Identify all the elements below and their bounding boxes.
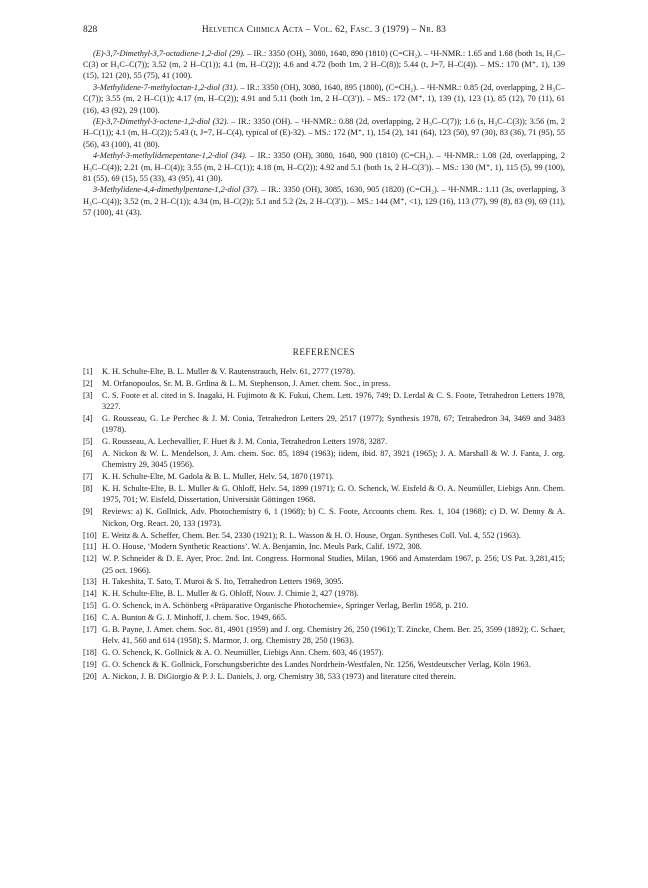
compound-paragraph-29 (83, 48, 565, 82)
reference-item (83, 448, 565, 471)
reference-number: [6] (83, 449, 93, 459)
reference-text: G. Rousseau, G. Le Perchec & J. M. Conia, Tetrahedron Letters 29, 2517 (1977); Synthesis 1978, 67; Tetrahedron 34, 3469 and 3483 (1978). (102, 413, 565, 435)
reference-text: C. A. Bunton & G. J. Minhoff, J. chem. Soc. 1949, 665. (102, 613, 287, 623)
reference-item (83, 378, 565, 389)
reference-item (83, 624, 565, 647)
reference-number: [12] (83, 554, 97, 564)
reference-item (83, 436, 565, 447)
reference-text: G. O. Schenck, K. Gollnick & A. O. Neumüller, Liebigs Ann. Chem. 603, 46 (1957). (102, 648, 384, 658)
experimental-section (83, 48, 565, 218)
reference-text: W. P. Schneider & D. E. Ayer, Proc. 2nd. Int. Congress. Hormonal Studies, Milan, 1966 and Amsterdam 1967, p. 256; US Pat. 3,281,415; (25 oct. 1966). (102, 554, 565, 575)
reference-item (83, 671, 565, 682)
reference-text: G. Rousseau, A. Lechevallier, F. Huet & J. M. Conia, Tetrahedron Letters 1978, 3287. (102, 437, 388, 447)
reference-number: [10] (83, 530, 97, 540)
reference-item (83, 390, 565, 413)
compound-paragraph-32 (83, 116, 565, 150)
reference-number: [2] (83, 378, 93, 388)
reference-text: E. Weitz & A. Scheffer, Chem. Ber. 54, 2330 (1921); R. L. Wasson & H. O. House, Organ. Syntheses Coll. Vol. 4, 552 (1963). (102, 530, 521, 540)
reference-number: [1] (83, 367, 93, 376)
page-header (83, 24, 565, 36)
reference-number: [19] (83, 660, 97, 670)
page-number: 828 (83, 25, 98, 35)
reference-text: C. S. Foote et al. cited in S. Inagaki, H. Fujimoto & K. Fukui, Chem. Lett. 1976, 749; D. Lerdal & C. S. Foote, Tetrahedron Letters 1978, 3227. (102, 390, 565, 412)
reference-number: [18] (83, 648, 97, 658)
reference-number: [16] (83, 613, 97, 623)
compound-data: – IR.: 3350 (OH), 3080, 1640, 895 (1800), (C=CH₂). – ¹H-NMR.: 0.85 (2d, overlapping, 2 H₃C–C(7)); 3.55 (m, 2 H–C(1)); 4.17 (m, H–C(2)); 4.91 and 5.11 (both 1m, 2 H–C(3′)). – MS.: 172 (M⁺, 1), 139 (1), 123 (1), 85 (12), 70 (11), 61 (16), 43 (92), 29 (100). (83, 83, 565, 115)
reference-item (83, 506, 565, 529)
compound-name: (E)-3,7-Dimethyl-3,7-octadiene-1,2-diol (29). (93, 49, 245, 58)
reference-item (83, 588, 565, 599)
compound-paragraph-31 (83, 82, 565, 116)
reference-text: G. O. Schenck, in A. Schönberg «Präparative Organische Photochemie», Springer Verlag, Berlin 1958, p. 210. (102, 601, 469, 611)
reference-item (83, 612, 565, 623)
reference-text: K. H. Schulte-Elte, B. L. Muller & G. Ohloff, Helv. 54, 1899 (1971); G. O. Schenck, W. Eisfeld & O. A. Neumüller, Liebigs Ann. Chem. 1975, 701; W. Eisfeld, Dissertation, Universität Göttingen 1968. (102, 484, 565, 505)
reference-number: [7] (83, 472, 93, 482)
reference-item (83, 541, 565, 552)
compound-data: – IR.: 3350 (OH), 3085, 1630, 905 (1820) (C=CH₂). – ¹H-NMR.: 1.11 (3s, overlapping, 3 H₃C–C(4)); 3.52 (m, 2 H–C(1)); 4.34 (m, H–C(2)); 5.1 and 5.2 (2s, 2 H–C(3′)). – MS.: 144 (M⁺, <1), 129 (16), 113 (77), 99 (8), 83 (9), 69 (11), 57 (100), 41 (43). (83, 185, 566, 217)
compound-paragraph-34 (83, 150, 565, 184)
references-heading: REFERENCES (292, 347, 356, 357)
reference-number: [9] (83, 507, 93, 517)
compound-data: – IR.: 3350 (OH). – ¹H-NMR.: 0.88 (2d, overlapping, 2 H₃C–C(7)); 1.6 (s, H₃C–C(3)); 3.56 (m, 2 H–C(1)); 4.1 (m, H–C(2)); 5.43 (t, J=7, H–C(4), typical of (E)-32). – MS.: 172 (M⁺, 1), 154 (2), 141 (64), 123 (50), 97 (30), 83 (36), 71 (95), 55 (56), 43 (100), 41 (80). (83, 117, 565, 149)
references-list (83, 366, 565, 683)
reference-number: [17] (83, 625, 97, 635)
reference-item (83, 600, 565, 611)
reference-number: [14] (83, 589, 97, 599)
reference-item (83, 647, 565, 658)
compound-data: – IR.: 3350 (OH), 3080, 1640, 890 (1810) (C=CH₂). – ¹H-NMR.: 1.65 and 1.68 (both 1s, H₃C–C(3) or H₃C–C(7)); 3.52 (m, 2 H–C(1)); 4.1 (m, H–C(2)); 4.6 and 4.72 (both 1m, 2 H–C(8)); 5.44 (t, J=7, H–C(4)). – MS.: 170 (M⁺, 1), 139 (15), 121 (20), 55 (75), 41 (100). (83, 49, 565, 81)
reference-text: A. Nickon, J. B. DiGiorgio & P. J. L. Daniels, J. org. Chemistry 38, 533 (1973) and literature cited therein. (102, 672, 456, 681)
reference-number: [4] (83, 413, 93, 423)
reference-item (83, 483, 565, 506)
reference-number: [15] (83, 601, 97, 611)
compound-paragraph-37 (83, 184, 565, 218)
reference-text: M. Orfanopoulos, Sr. M. B. Grdina & L. M. Stephenson, J. Amer. chem. Soc., in press. (102, 378, 391, 388)
reference-text: A. Nickon & W. L. Mendelson, J. Am. chem. Soc. 85, 1894 (1963); iidem, ibid. 87, 3921 (1965); J. A. Marshall & W. J. Fanta, J. org. Chemistry 29, 3045 (1956). (102, 449, 565, 470)
reference-text: G. B. Payne, J. Amer. chem. Soc. 81, 4901 (1959) and J. org. Chemistry 26, 250 (1961); T. Zincke, Chem. Ber. 25, 3599 (1892); C. Schaer, Helv. 41, 560 and 614 (1958); S. Marmor, J. org. Chemistry 28, 250 (1963). (102, 625, 565, 646)
reference-number: [3] (83, 390, 93, 400)
reference-item (83, 576, 565, 587)
reference-item (83, 471, 565, 482)
reference-item (83, 659, 565, 670)
compound-name: (E)-3,7-Dimethyl-3-octene-1,2-diol (32). (93, 117, 229, 127)
compound-name: 3-Methylidene-7-methyloctan-1,2-diol (31). (93, 83, 239, 93)
reference-number: [11] (83, 542, 97, 552)
reference-text: H. O. House, ‘Modern Synthetic Reactions’. W. A. Benjamin, Inc. Meuls Park, Calif. 1972, 308. (102, 542, 422, 552)
reference-item (83, 530, 565, 541)
reference-number: [20] (83, 672, 97, 681)
compound-name: 3-Methylidene-4,4-dimethylpentane-1,2-diol (37). (93, 185, 259, 195)
reference-item (83, 553, 565, 576)
compound-name: 4-Methyl-3-methylidenepentane-1,2-diol (34). (93, 151, 247, 161)
reference-number: [5] (83, 437, 93, 447)
reference-item (83, 366, 565, 377)
reference-text: Reviews: a) K. Gollnick, Adv. Photochemistry 6, 1 (1968); b) C. S. Foote, Accounts chem. Res. 1, 104 (1968); c) D. W. Denny & A. Nickon, Org. React. 20, 133 (1973). (102, 507, 565, 528)
reference-number: [8] (83, 484, 93, 494)
reference-number: [13] (83, 577, 97, 587)
reference-text: K. H. Schulte-Elte, B. L. Muller & V. Rautenstrauch, Helv. 61, 2777 (1978). (102, 367, 356, 376)
reference-item (83, 413, 565, 436)
compound-data: – IR.: 3350 (OH), 3080, 1640, 900 (1810) (C=CH₂). – ¹H-NMR.: 1.08 (2d, overlapping, 2 H₃C–C(4)); 2.21 (m, H–C(4)); 3.55 (m, 2 H–C(1)); 4.18 (m, H–C(2)); 4.92 and 5.1 (both 1s, 2 H–C(3′)). – MS.: 130 (M⁺, 1), 115 (5), 99 (100), 81 (55), 69 (15), 55 (33), 43 (95), 41 (30). (83, 151, 565, 183)
running-title: Helvetica Chimica Acta – Vol. 62, Fasc. 3 (1979) – Nr. 83 (201, 25, 447, 35)
reference-text: H. Takeshita, T. Sato, T. Muroi & S. Ito, Tetrahedron Letters 1969, 3095. (102, 577, 344, 587)
reference-text: K. H. Schulte-Elte, B. L. Muller & G. Ohloff, Nouv. J. Chimie 2, 427 (1978). (102, 589, 359, 599)
reference-text: G. O. Schenck & K. Gollnick, Forschungsberichte des Landes Nordrhein-Westfalen, Nr. 1256, Westdeutscher Verlag, Köln 1963. (102, 660, 531, 670)
reference-text: K. H. Schulte-Elte, M. Gadola & B. L. Muller, Helv. 54, 1870 (1971). (102, 472, 334, 482)
